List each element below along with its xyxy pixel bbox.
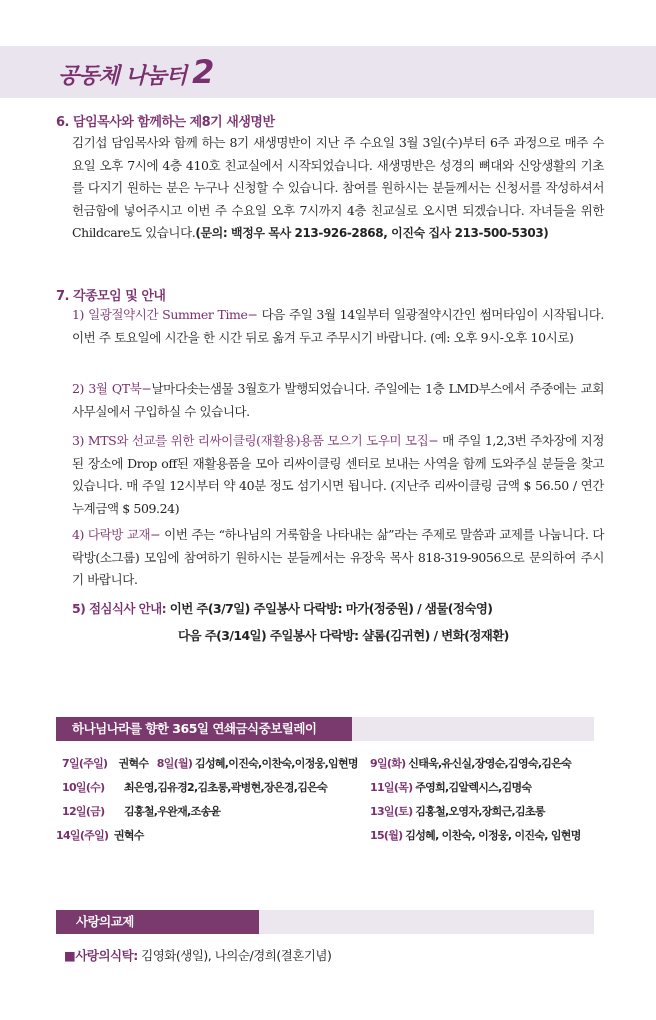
notice-item-small-group <box>72 524 604 592</box>
relay-date: 13일(토) <box>370 805 413 818</box>
page-title-text: 공동체 나눔터 <box>58 64 187 89</box>
lunch-notice-next-week: 다음 주(3/14일) 주일봉사 다락방: 샬롬(김귀현) / 변화(정재환) <box>178 628 509 643</box>
relay-row <box>370 827 581 843</box>
notice-item-body: 이번 주는 “하나님의 거룩함을 나타내는 삶”라는 주제로 말씀과 교제를 나눕니다. 다락방(소그룹) 모임에 참여하기 원하시는 분들께서는 유장욱 목사 818-319-9056으로 문의하여 주시기 바랍니다. <box>72 527 604 587</box>
section-6-text: 김기섭 담임목사와 함께 하는 8기 새생명반이 지난 주 수요일 3월 3일(수)부터 6주 과정으로 매주 수요일 오후 7시에 4층 410호 친교실에서 시작되었습니다. 새생명반은 성경의 뼈대와 신앙생활의 기초를 다지기 원하는 분은 누구나 신청할 수 있습니다. 참여를 원하시는 분들께서는 신청서를 작성하셔서 헌금함에 넣어주시고 이번 주 수요일 오후 7시까지 4층 친교실로 오시면 되겠습니다. 자녀들을 위한 Childcare도 있습니다. <box>72 135 604 240</box>
notice-item-summer-time <box>72 304 604 349</box>
relay-names: 최은영,김유경2,김초롱,곽병현,장은경,김은숙 <box>124 781 328 794</box>
relay-names: 주영희,김알렉시스,김명숙 <box>415 781 532 794</box>
relay-names: 김성혜,이진숙,이찬숙,이정웅,임현명 <box>195 757 358 770</box>
notice-item-body: 다음 주일 3월 14일부터 일광절약시간인 썸머타임이 시작됩니다. 이번 주 토요일에 시간을 한 시간 뒤로 옮겨 두고 주무시기 바랍니다. (예: 오후 9시-오후 10시로) <box>72 307 605 345</box>
love-table-value: 김영화(생일), 나의순/경희(결혼기념) <box>137 948 332 963</box>
relay-date: 7일(주일) <box>62 757 108 770</box>
love-table-label: 사랑의식탁: <box>75 948 138 963</box>
relay-row <box>56 827 144 843</box>
relay-row <box>370 755 571 771</box>
square-bullet-icon: ■ <box>64 948 76 963</box>
notice-item-recycling <box>72 430 604 520</box>
section-6-body <box>72 132 604 245</box>
relay-date: 11일(목) <box>370 781 413 794</box>
relay-row <box>62 755 358 771</box>
section-6-contact: (문의: 백정우 목사 213-926-2868, 이진숙 집사 213-500-5303) <box>195 226 549 240</box>
notice-item-lead: 1) 일광절약시간 Summer Time− <box>72 307 258 322</box>
relay-row <box>62 779 327 795</box>
relay-date: 12일(금) <box>62 805 105 818</box>
relay-names: 권혁수 <box>118 757 149 770</box>
relay-names: 김성혜, 이찬숙, 이정웅, 이진숙, 임현명 <box>405 829 581 842</box>
relay-date: 15(월) <box>370 829 403 842</box>
love-table-line <box>64 946 331 964</box>
section-6-heading: 6. 담임목사와 함께하는 제8기 새생명반 <box>56 115 275 130</box>
relay-date: 9일(화) <box>370 757 406 770</box>
love-title: 사랑의교제 <box>56 910 259 934</box>
lunch-notice-line-1 <box>72 599 492 617</box>
notice-item-body: 매 주일 1,2,3번 주차장에 지정된 장소에 Drop off된 재활용품을 모아 리싸이클링 센터로 보내는 사역을 함께 도와주실 분들을 찾고 있습니다. 매 주일 12시부터 약 40분 정도 섬기시면 됩니다. (지난주 리싸이클링 금액 $ 56.50 / 연간 누계금액 $ 509.24) <box>72 433 604 516</box>
relay-names: 신태욱,유신실,장영순,김영숙,김은숙 <box>408 757 572 770</box>
relay-date: 8일(월) <box>156 757 193 770</box>
lunch-notice-this-week: 이번 주(3/7일) 주일봉사 다락방: 마가(정중원) / 샘물(정숙영) <box>165 601 493 616</box>
notice-item-lead: 2) 3월 QT북− <box>72 381 152 396</box>
relay-row <box>370 779 531 795</box>
notice-item-qt-book <box>72 378 604 423</box>
relay-row <box>62 803 220 819</box>
relay-date: 10일(수) <box>62 781 105 794</box>
page-title <box>58 53 213 91</box>
relay-names: 권혁수 <box>113 829 144 842</box>
relay-title: 하나님나라를 향한 365일 연쇄금식중보릴레이 <box>56 717 352 741</box>
notice-item-lead: 4) 다락방 교재− <box>72 527 161 542</box>
notice-item-body: 날마다솟는샘물 3월호가 발행되었습니다. 주일에는 1층 LMD부스에서 주중에는 교회사무실에서 구입하실 수 있습니다. <box>72 381 604 419</box>
relay-names: 김홍철,오영자,장희근,김초롱 <box>415 805 545 818</box>
page-title-number: 2 <box>192 53 214 91</box>
relay-row <box>370 803 545 819</box>
relay-date: 14일(주일) <box>56 829 109 842</box>
relay-names: 김홍철,우완재,조송윤 <box>124 805 221 818</box>
notice-item-lead: 3) MTS와 선교를 위한 리싸이클링(재활용)용품 모으기 도우미 모집− <box>72 433 439 448</box>
lunch-notice-label: 5) 점심식사 안내: <box>72 601 166 616</box>
section-7-heading: 7. 각종모임 및 안내 <box>56 289 166 304</box>
